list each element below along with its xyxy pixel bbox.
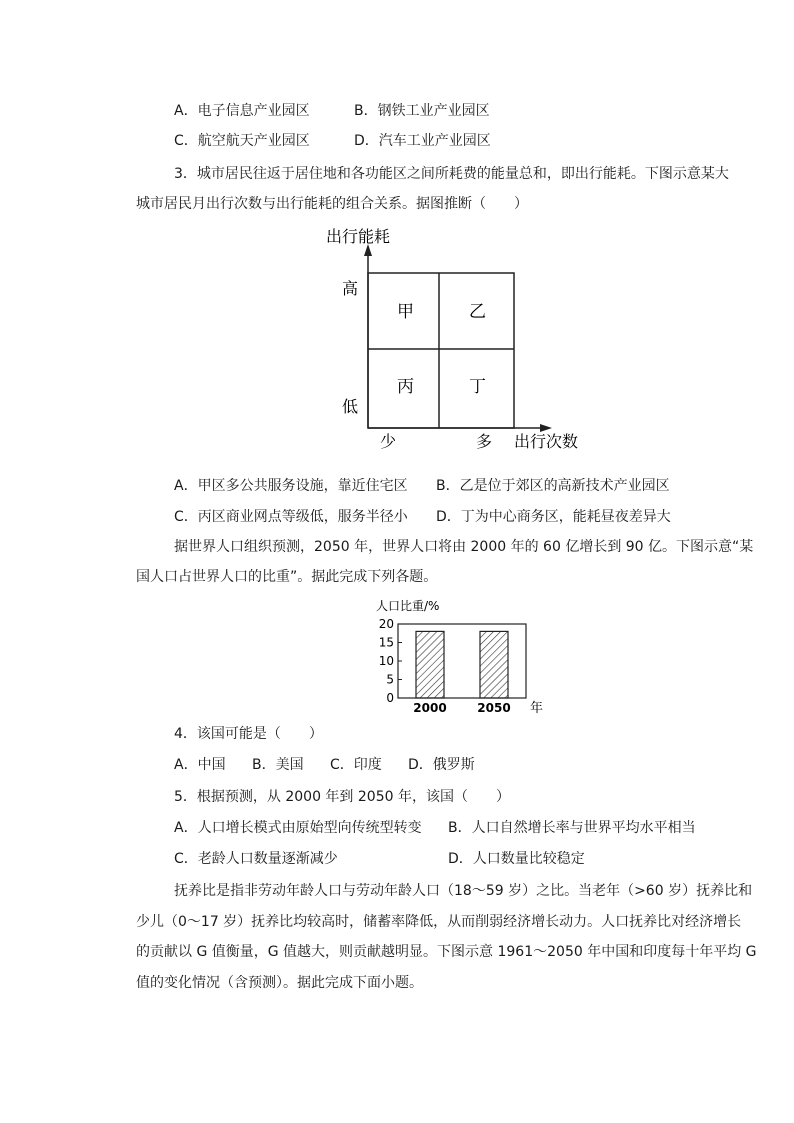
cell-ding: 丁 xyxy=(469,377,486,397)
q4-option-b: B．美国 xyxy=(252,757,304,773)
q4-option-d: D．俄罗斯 xyxy=(408,757,475,773)
x-high-label: 多 xyxy=(476,432,493,451)
y-low-label: 低 xyxy=(342,397,359,416)
intro45-line2: 国人口占世界人口的比重”。据此完成下列各题。 xyxy=(136,569,438,585)
y-tick-label: 20 xyxy=(378,617,394,631)
intro-last-line4: 值的变化情况（含预测）。据此完成下面小题。 xyxy=(136,975,423,991)
q5-option-c: C．老龄人口数量逐渐减少 xyxy=(174,851,338,867)
cell-yi: 乙 xyxy=(469,302,486,322)
intro-last-line1: 抚养比是指非劳动年龄人口与劳动年龄人口（18～59 岁）之比。当老年（>60 岁）抚养比和 xyxy=(174,883,753,899)
cell-jia: 甲 xyxy=(397,302,414,322)
y-tick-label: 0 xyxy=(386,691,394,705)
y-high-label: 高 xyxy=(342,279,359,298)
y-tick-label: 10 xyxy=(378,654,394,668)
q2-option-c: C．航空航天产业园区 xyxy=(174,133,310,149)
q3-option-c: C．丙区商业网点等级低，服务半径小 xyxy=(174,509,408,525)
q3-option-d: D．丁为中心商务区，能耗昼夜差异大 xyxy=(436,509,671,525)
y-tick-label: 15 xyxy=(378,635,394,650)
y-axis-title: 出行能耗 xyxy=(326,227,391,246)
x-low-label: 少 xyxy=(380,432,397,451)
bar-2000 xyxy=(416,631,444,698)
q5-option-b: B．人口自然增长率与世界平均水平相当 xyxy=(448,820,696,836)
bar-y-axis-label: 人口比重/% xyxy=(376,599,440,613)
cell-bing: 丙 xyxy=(397,377,414,397)
q5-stem: 5．根据预测，从 2000 年到 2050 年，该国（ ） xyxy=(174,789,510,805)
q4-stem: 4．该国可能是（ ） xyxy=(174,726,323,742)
q4-option-a: A．中国 xyxy=(174,757,226,773)
x-tick-label: 2050 xyxy=(477,701,511,715)
q3-stem-line1: 3．城市居民往返于居住地和各功能区之间所耗费的能量总和，即出行能耗。下图示意某大 xyxy=(174,166,729,182)
q3-option-a: A．甲区多公共服务设施，靠近住宅区 xyxy=(174,478,408,494)
population-share-bar-chart xyxy=(366,596,546,718)
x-axis-title: 出行次数 xyxy=(514,432,579,451)
q2-option-a: A．电子信息产业园区 xyxy=(174,103,310,119)
q3-quadrant-chart xyxy=(320,224,600,460)
x-tick-label: 2000 xyxy=(413,701,447,715)
y-tick-label: 5 xyxy=(386,672,394,687)
intro-last-line3: 的贡献以 G 值衡量，G 值越大，则贡献越明显。下图示意 1961～2050 年中国和印度每十年平均 G xyxy=(136,944,757,960)
q3-stem-line2: 城市居民月出行次数与出行能耗的组合关系。据图推断（ ） xyxy=(136,196,528,212)
bar-x-axis-label: 年 xyxy=(530,701,544,716)
intro45-line1: 据世界人口组织预测，2050 年，世界人口将由 2000 年的 60 亿增长到 90 亿。下图示意“某 xyxy=(174,539,754,555)
q4-option-c: C．印度 xyxy=(330,757,382,773)
q5-option-d: D．人口数量比较稳定 xyxy=(448,851,585,867)
q5-option-a: A．人口增长模式由原始型向传统型转变 xyxy=(174,820,422,836)
q2-option-d: D．汽车工业产业园区 xyxy=(354,133,491,149)
intro-last-line2: 少儿（0～17 岁）抚养比均较高时，储蓄率降低，从而削弱经济增长动力。人口抚养比对经济增长 xyxy=(136,914,742,930)
q2-option-b: B．钢铁工业产业园区 xyxy=(354,103,490,119)
bar-2050 xyxy=(480,631,508,698)
q3-option-b: B．乙是位于郊区的高新技术产业园区 xyxy=(436,478,670,494)
